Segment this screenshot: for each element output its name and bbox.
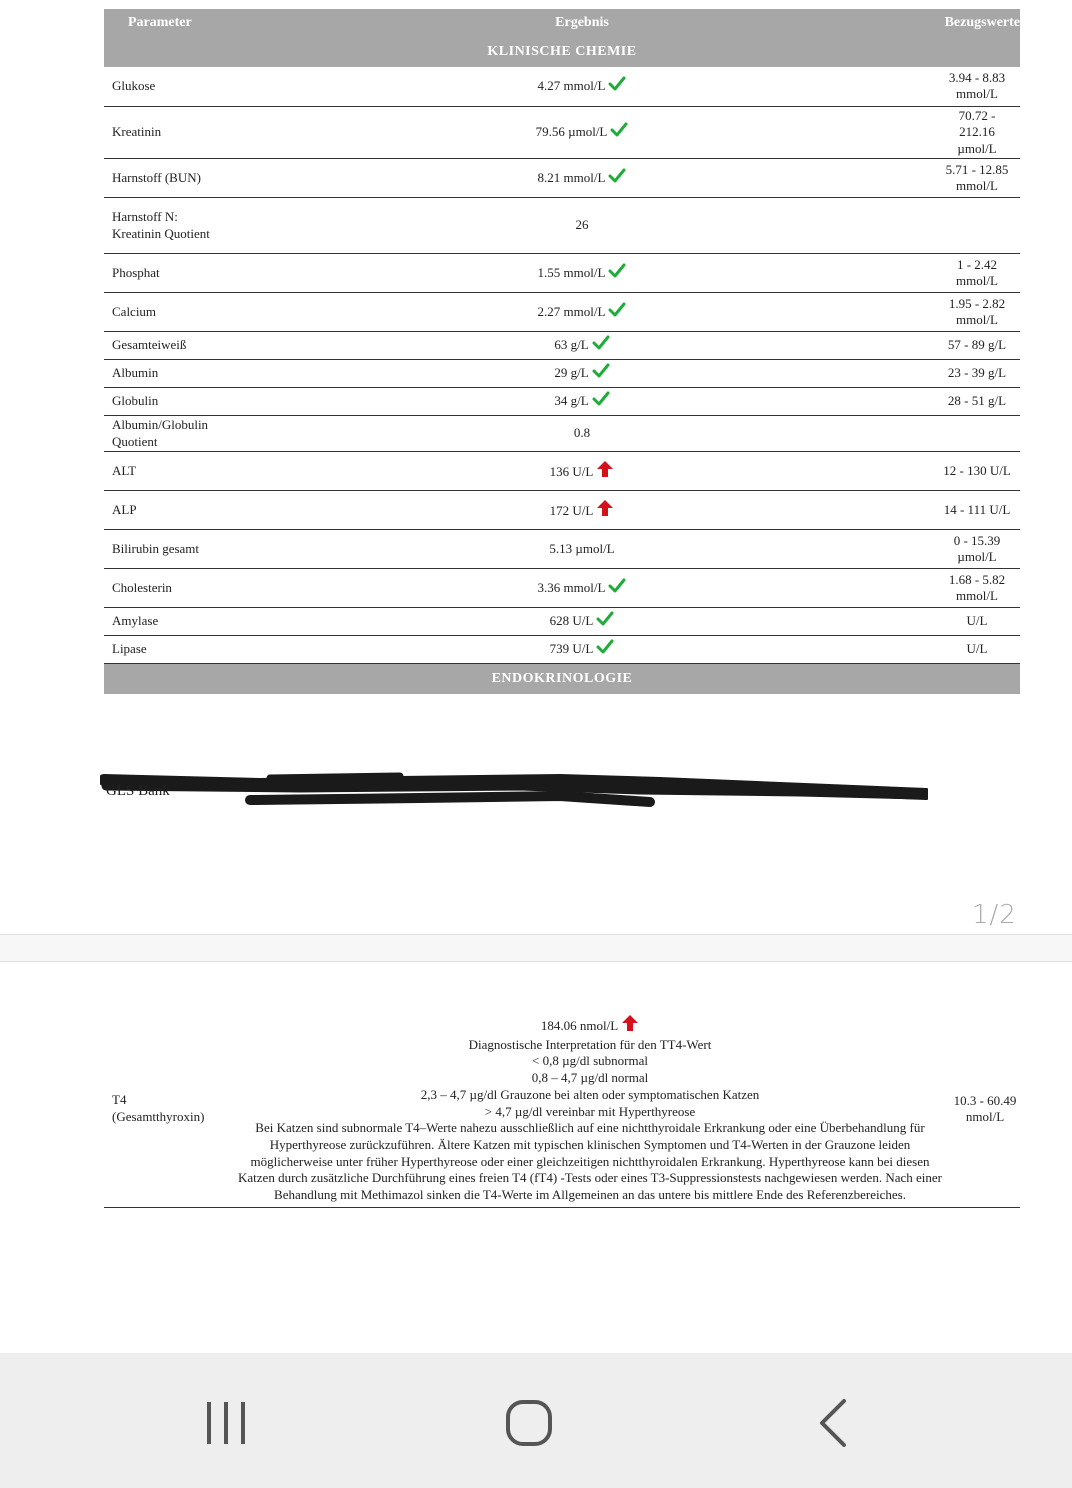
parameter-cell: Calcium [104,293,230,332]
check-icon [608,168,626,189]
result-cell [230,452,934,491]
table-row [104,293,1020,332]
parameter-cell: ALP [104,491,230,530]
result-cell [230,636,934,664]
result-value: 4.27 mmol/L [537,78,606,93]
check-icon [596,639,614,660]
result-cell [230,332,934,360]
parameter-cell: Albumin [104,360,230,388]
check-icon [596,611,614,632]
section-title: KLINISCHE CHEMIE [104,37,1020,67]
lab-results-table [104,9,1020,694]
table-row [104,198,1020,254]
result-value: 172 U/L [549,502,594,518]
reference-cell: 57 - 89 g/L [934,332,1020,360]
result-value: 26 [575,217,589,233]
parameter-cell: Glukose [104,67,230,106]
header-result: Ergebnis [230,9,934,37]
table-header-row [104,9,1020,37]
reference-cell: 1.95 - 2.82 mmol/L [934,293,1020,332]
table-row [104,159,1020,198]
parameter-cell: ALT [104,452,230,491]
table-row [104,636,1020,664]
lab-results-body [104,37,1020,694]
result-cell [230,388,934,416]
reference-cell: 1.68 - 5.82 mmol/L [934,569,1020,608]
table-row [104,491,1020,530]
check-icon [592,363,610,384]
result-value: 5.13 µmol/L [549,540,615,556]
parameter-cell: Harnstoff (BUN) [104,159,230,198]
result-value: 34 g/L [554,393,589,409]
result-cell [230,106,934,159]
navigation-bar [0,1353,1072,1488]
bank-name: GLS Bank [106,783,170,799]
result-cell [230,67,934,106]
t4-result-cell [230,1012,950,1207]
back-icon [808,1393,868,1453]
parameter-cell: Phosphat [104,254,230,293]
t4-note: Bei Katzen sind subnormale T4–Werte nahezu ausschließlich auf eine nichtthyroidale Erkrankung oder eine Überbehandlung für Hyperthyreose zurückzuführen. Ältere Katzen mit typischen klinischen Symptomen und T4-Werten in der Grauzone leiden möglicherweise unter früher Hyperthyreose oder einer gleichzeitigen nichtthyroidalen Erkrankung. Hyperthyreose kann bei diesen Katzen durch zusätzliche Durchführung eines freien T4 (fT4) -Tests oder eines T3-Suppressionstests nachgewiesen werden. Nach einer Behandlung mit Methimazol sinken die T4-Werte im Allgemeinen an das untere bis mittlere Ende des Referenzbereiches. [238,1120,942,1203]
result-value: 29 g/L [554,365,589,381]
result-cell [230,293,934,332]
home-icon [499,1393,559,1453]
back-button[interactable] [808,1393,868,1453]
check-icon [608,302,626,323]
redaction-scribble [100,770,928,814]
table-row [104,254,1020,293]
result-value: 63 g/L [554,337,589,353]
result-value: 1.55 mmol/L [537,264,606,280]
result-cell [230,530,934,569]
section-clinical-chemistry [104,37,1020,67]
result-cell [230,360,934,388]
table-row [104,452,1020,491]
section-title: ENDOKRINOLOGIE [104,664,1020,695]
recent-apps-button[interactable] [196,1393,256,1453]
t4-interpretation-title: Diagnostische Interpretation für den TT4-Wert [468,1036,712,1052]
table-row [104,530,1020,569]
parameter-cell: Bilirubin gesamt [104,530,230,569]
result-cell [230,254,934,293]
check-icon [610,122,628,143]
t4-interpretation-line: > 4,7 µg/dl vereinbar mit Hyperthyreose [484,1103,696,1119]
reference-cell: U/L [934,608,1020,636]
reference-cell: 28 - 51 g/L [934,388,1020,416]
parameter-cell: Gesamteiweiß [104,332,230,360]
reference-cell: 1 - 2.42 mmol/L [934,254,1020,293]
result-value: 2.27 mmol/L [537,303,606,319]
arrow-up-icon [596,460,614,483]
parameter-cell: Cholesterin [104,569,230,608]
table-row [104,608,1020,636]
t4-result: 184.06 nmol/L [540,1018,619,1033]
arrow-up-icon [596,499,614,522]
check-icon [608,263,626,284]
table-row [104,332,1020,360]
parameter-cell: Harnstoff N: Kreatinin Quotient [104,198,230,254]
reference-cell: 12 - 130 U/L [934,452,1020,491]
t4-interpretation-line: 0,8 – 4,7 µg/dl normal [531,1070,649,1086]
result-value: 0.8 [573,425,591,441]
result-value: 8.21 mmol/L [537,169,606,185]
reference-cell: U/L [934,636,1020,664]
recent-apps-icon [196,1393,256,1453]
table-row [104,360,1020,388]
page-break-separator [0,934,1072,962]
t4-result-line [238,1014,942,1037]
t4-interpretation-line: < 0,8 µg/dl subnormal [532,1053,648,1069]
check-icon [608,578,626,599]
reference-cell: 70.72 - 212.16 µmol/L [934,106,1020,159]
result-cell [230,491,934,530]
header-reference: Bezugswerte [934,9,1020,37]
section-endocrinology [104,664,1020,695]
t4-interpretation-line: 2,3 – 4,7 µg/dl Grauzone bei alten oder symptomatischen Katzen [420,1086,760,1102]
header-parameter: Parameter [104,9,230,37]
result-value: 79.56 µmol/L [535,124,608,139]
table-row [104,67,1020,106]
result-value: 136 U/L [549,463,594,479]
arrow-up-icon [621,1014,639,1037]
reference-cell [934,198,1020,254]
page-number: 1/2 [972,900,1017,930]
home-button[interactable] [499,1393,559,1453]
result-cell [230,159,934,198]
check-icon [592,335,610,356]
t4-reference: 10.3 - 60.49 nmol/L [950,1012,1020,1207]
parameter-cell: Lipase [104,636,230,664]
reference-cell: 14 - 111 U/L [934,491,1020,530]
result-value: 628 U/L [549,613,594,629]
result-cell [230,569,934,608]
parameter-cell: Kreatinin [104,106,230,159]
parameter-cell: Albumin/Globulin Quotient [104,416,230,452]
result-cell [230,198,934,254]
reference-cell: 23 - 39 g/L [934,360,1020,388]
check-icon [608,76,626,97]
result-value: 3.36 mmol/L [537,579,606,595]
result-cell [230,608,934,636]
reference-cell [934,416,1020,452]
table-row [104,106,1020,159]
result-value: 739 U/L [549,641,594,657]
parameter-cell: Globulin [104,388,230,416]
reference-cell: 3.94 - 8.83 mmol/L [934,67,1020,106]
t4-parameter: T4 (Gesamtthyroxin) [104,1012,230,1207]
result-cell [230,416,934,452]
reference-cell: 5.71 - 12.85 mmol/L [934,159,1020,198]
table-row [104,416,1020,452]
table-row [104,569,1020,608]
parameter-cell: Amylase [104,608,230,636]
table-row [104,388,1020,416]
t4-results-table [104,1012,1020,1208]
t4-row [104,1012,1020,1207]
check-icon [592,391,610,412]
reference-cell: 0 - 15.39 µmol/L [934,530,1020,569]
